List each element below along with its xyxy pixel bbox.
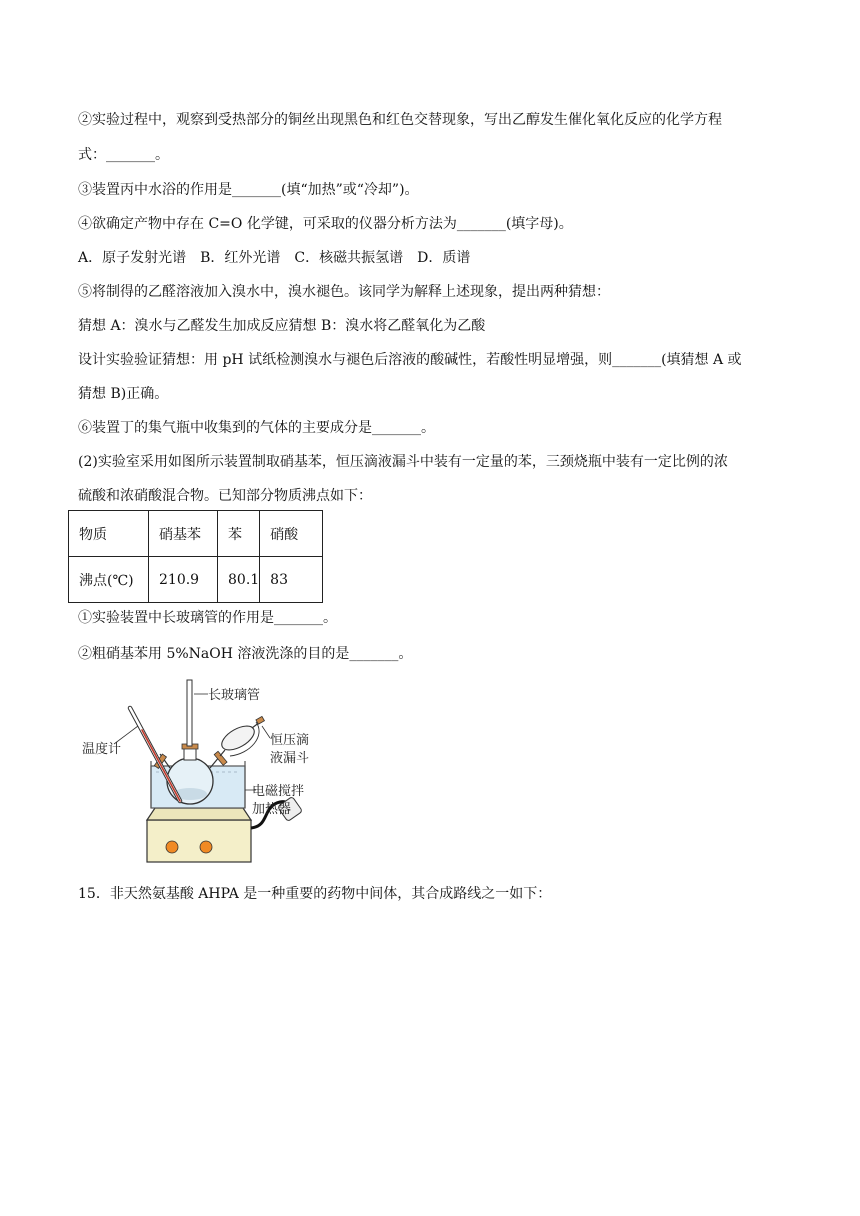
question-5-guesses: 猜想 A：溴水与乙醛发生加成反应猜想 B：溴水将乙醛氧化为乙酸 (78, 318, 486, 334)
table-cell: 83 (260, 557, 323, 603)
table-header-cell: 硝酸 (260, 511, 323, 557)
question-5: ⑤将制得的乙醛溶液加入溴水中，溴水褪色。该同学为解释上述现象，提出两种猜想： (78, 284, 610, 300)
label-long-glass-tube: 长玻璃管 (208, 688, 261, 703)
table-header-cell: 物质 (69, 511, 149, 557)
dropping-funnel (218, 721, 258, 755)
heater-knob-right (200, 841, 212, 853)
question-2-line-2: 式：_______。 (78, 147, 169, 163)
question-4: ④欲确定产物中存在 C=O 化学键，可采取的仪器分析方法为_______(填字母)。 (78, 216, 573, 232)
question-15: 15．非天然氨基酸 AHPA 是一种重要的药物中间体，其合成路线之一如下： (78, 886, 552, 902)
nitrobenzene-apparatus-figure (80, 676, 330, 866)
heater-top (147, 808, 251, 820)
heater-base (147, 820, 251, 862)
table-cell: 80.1 (218, 557, 260, 603)
table-cell: 沸点(℃) (69, 557, 149, 603)
table-row (69, 557, 323, 603)
question-5-design-line-2: 猜想 B)正确。 (78, 386, 169, 402)
label-funnel-line-1: 恒压滴 (270, 733, 310, 748)
table-row (69, 511, 323, 557)
question-6: ⑥装置丁的集气瓶中收集到的气体的主要成分是_______。 (78, 420, 435, 436)
table-header-cell: 苯 (218, 511, 260, 557)
part-2-question-2: ②粗硝基苯用 5%NaOH 溶液洗涤的目的是_______。 (78, 646, 413, 662)
question-2-line-1: ②实验过程中，观察到受热部分的铜丝出现黑色和红色交替现象，写出乙醇发生催化氧化反应的化学方程 (78, 112, 722, 128)
table-cell: 210.9 (149, 557, 218, 603)
boiling-point-table (68, 510, 323, 603)
table-header-cell: 硝基苯 (149, 511, 218, 557)
long-glass-tube (187, 680, 192, 746)
label-thermometer: 温度计 (82, 742, 122, 757)
part-2-question-1: ①实验装置中长玻璃管的作用是_______。 (78, 610, 337, 626)
question-5-design-line-1: 设计实验验证猜想：用 pH 试纸检测溴水与褪色后溶液的酸碱性，若酸性明显增强，则_______(填猜想 A 或 (78, 352, 742, 368)
label-heater-line-2: 加热器 (252, 802, 292, 817)
part-2-line-1: (2)实验室采用如图所示装置制取硝基苯，恒压滴液漏斗中装有一定量的苯，三颈烧瓶中装有一定比例的浓 (78, 454, 728, 470)
label-heater-line-1: 电磁搅拌 (252, 784, 305, 799)
question-4-options: A．原子发射光谱 B．红外光谱 C．核磁共振氢谱 D．质谱 (78, 250, 471, 266)
label-funnel-line-2: 液漏斗 (270, 751, 310, 766)
stopper-right (214, 751, 227, 765)
heater-knob-left (166, 841, 178, 853)
part-2-line-2: 硫酸和浓硝酸混合物。已知部分物质沸点如下： (78, 488, 372, 504)
question-3: ③装置丙中水浴的作用是_______(填“加热”或“冷却”)。 (78, 182, 419, 198)
